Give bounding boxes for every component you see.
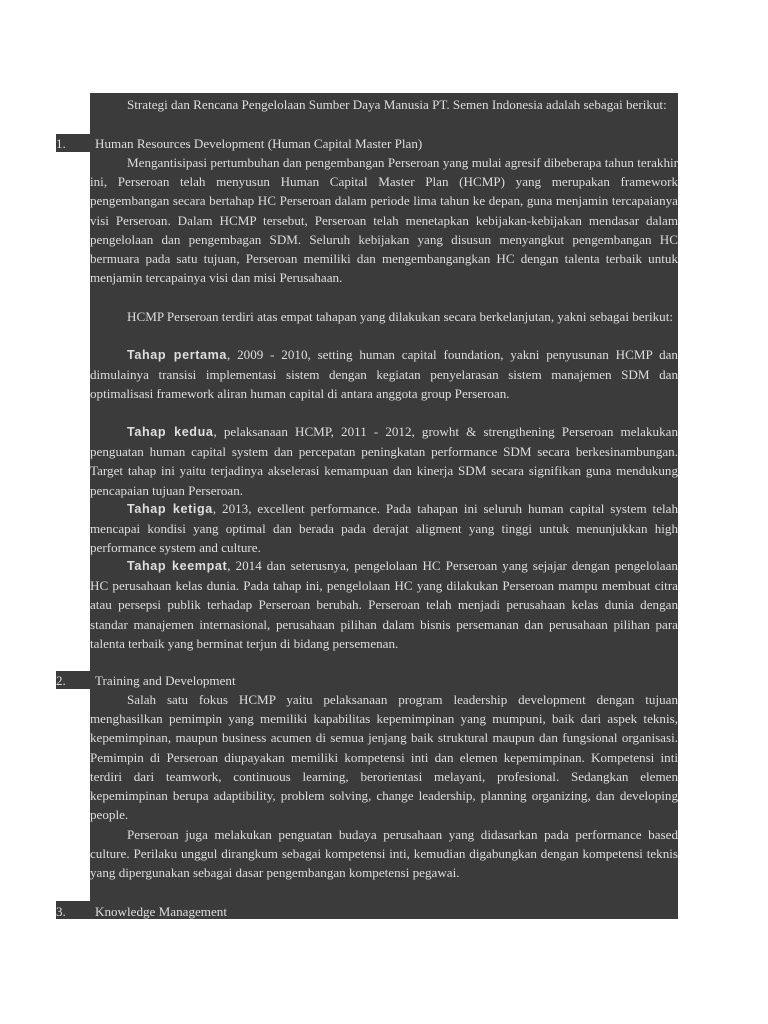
intro-paragraph: Strategi dan Rencana Pengelolaan Sumber Daya Manusia PT. Semen Indonesia adalah sebagai berikut:	[127, 97, 667, 112]
stage-label: Tahap kedua	[127, 425, 214, 439]
paragraph: HCMP Perseroan terdiri atas empat tahapan yang dilakukan secara berkelanjutan, yakni sebagai berikut:	[127, 309, 673, 324]
stage-paragraph: Tahap keempat, 2014 dan seterusnya, pengelolaan HC Perseroan yang sejajar dengan pengelolaan HC perusahaan kelas dunia. Pada tahap ini, pengelolaan HC yang dilakukan Perseroan mampu membuat citra atau persepsi publik terhadap Perseroan berubah. Perseroan telah menjadi perusahaan kelas dunia dengan standar manajemen internasional, perusahaan pilihan dalam bisnis persemanan dan perusahaan pilihan para talenta terbaik yang berminat terjun di bidang persemenan.	[90, 558, 678, 651]
section-title: Human Resources Development (Human Capital Master Plan)	[95, 136, 423, 151]
section-number: 3.	[56, 904, 66, 919]
paragraph: Salah satu fokus HCMP yaitu pelaksanaan program leadership development dengan tujuan menghasilkan pemimpin yang memiliki kapabilitas kepemimpinan yang mumpuni, baik dari aspek teknis, kepemimpinan, maupun business acumen di semua jenjang baik struktural maupun dan fungsional organisasi. Pemimpin di Perseroan diupayakan memiliki kompetensi inti dan elemen kepemimpinan. Kompetensi inti terdiri dari teamwork, continuous learning, berorientasi melayani, profesional. Sedangkan elemen kepemimpinan berupa adaptibility, problem solving, change leadership, planning organizing, dan developing people.	[90, 692, 678, 823]
stage-label: Tahap ketiga	[127, 502, 213, 516]
section-title: Training and Development	[95, 673, 236, 688]
section-number: 2.	[56, 673, 66, 688]
stage-label: Tahap pertama	[127, 348, 227, 362]
stage-label: Tahap keempat	[127, 559, 228, 573]
section-number: 1.	[56, 136, 66, 151]
stage-paragraph: Tahap ketiga, 2013, excellent performance. Pada tahapan ini seluruh human capital system telah mencapai kondisi yang optimal dan berada pada derajat aligment yang tinggi untuk menunjukkan high performance system and culture.	[90, 501, 678, 556]
section-title: Knowledge Management	[95, 904, 227, 919]
stage-paragraph: Tahap pertama, 2009 - 2010, setting human capital foundation, yakni penyusunan HCMP dan dimulainya transisi implementasi sistem dengan kegiatan penyelarasan sistem manajemen SDM dan optimalisasi framework aliran human capital di antara anggota group Perseroan.	[90, 347, 678, 402]
paragraph: Perseroan juga melakukan penguatan budaya perusahaan yang didasarkan pada performance based culture. Perilaku unggul dirangkum sebagai kompetensi inti, kemudian digabungkan dengan kompetensi teknis yang dipergunakan sebagai dasar pengembangan kompetensi pegawai.	[90, 827, 678, 881]
paragraph: Mengantisipasi pertumbuhan dan pengembangan Perseroan yang mulai agresif dibeberapa tahun terakhir ini, Perseroan telah menyusun Human Capital Master Plan (HCMP) yang merupakan framework pengembangan secara bertahap HC Perseroan dalam periode lima tahun ke depan, guna menjamin tercapaianya visi Perseroan. Dalam HCMP tersebut, Perseroan telah menetapkan kebijakan-kebijakan mendasar dalam pengelolaan dan pengembagan SDM. Seluruh kebijakan yang disusun menyangkut pengembangan HC bermuara pada satu tujuan, Perseroan memiliki dan mengembangangkan HC dengan talenta terbaik untuk menjamin tercapainya visi dan misi Perusahaan.	[90, 155, 678, 286]
stage-paragraph: Tahap kedua, pelaksanaan HCMP, 2011 - 2012, growht & strengthening Perseroan melakukan penguatan human capital system dan percepatan peningkatan performance SDM secara berkesinambungan. Target tahap ini yaitu terjadinya akselerasi kemampuan dan kinerja SDM secara signifikan guna mendukung pencapaian tujuan Perseroan.	[90, 424, 678, 498]
